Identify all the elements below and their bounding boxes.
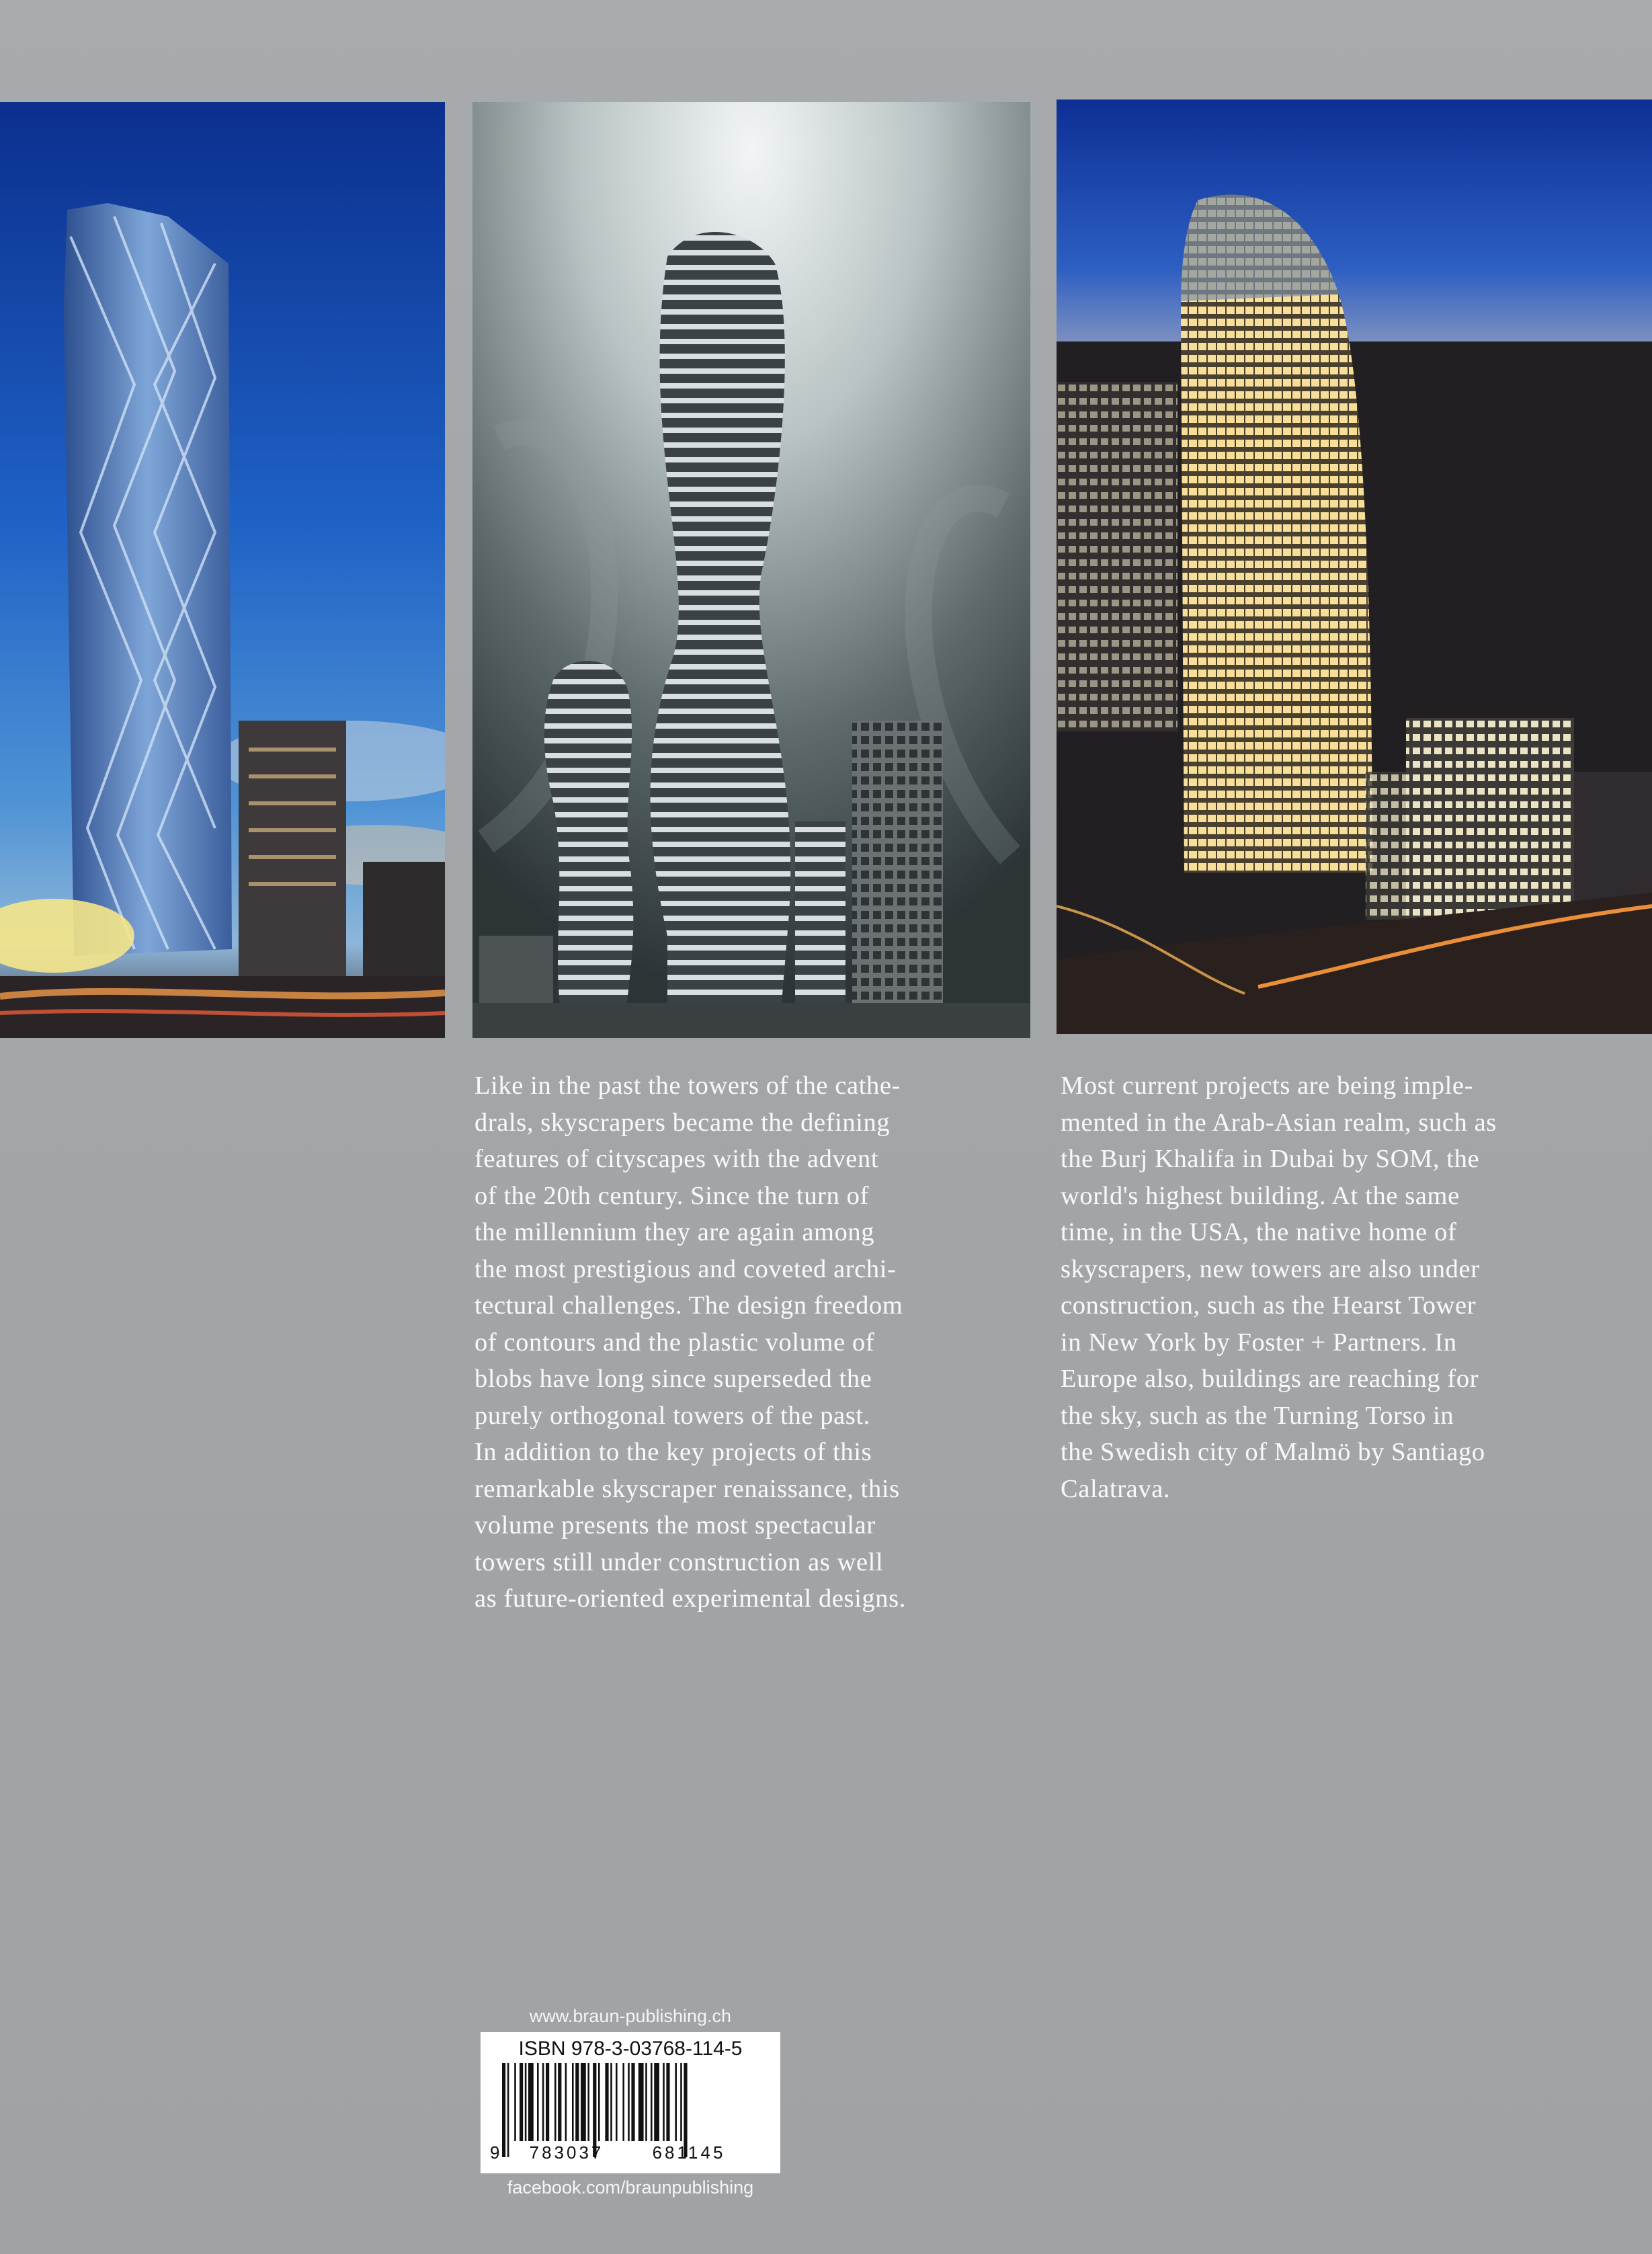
barcode-bar	[663, 2063, 665, 2141]
blurb-right-line: in New York by Foster + Partners. In	[1061, 1328, 1457, 1357]
barcode-bar	[537, 2063, 539, 2141]
barcode-bar	[575, 2063, 579, 2141]
isbn-barcode-card	[481, 2032, 780, 2173]
blurb-left-line: as future-oriented experimental designs.	[474, 1584, 906, 1613]
barcode-bar	[546, 2063, 549, 2141]
lit-office-tower-image	[1057, 99, 1652, 1034]
blurb-left-line: blobs have long since superseded the	[474, 1365, 872, 1393]
barcode-lead-digit: 9	[490, 2142, 500, 2163]
blurb-left-line: volume presents the most spectacular	[474, 1511, 876, 1539]
barcode-bar	[572, 2063, 574, 2141]
barcode-bar	[507, 2063, 509, 2157]
barcode-left-digits: 783037	[529, 2142, 604, 2163]
barcode-bar	[645, 2063, 647, 2141]
blurb-right-line: the sky, such as the Turning Torso in	[1061, 1401, 1454, 1430]
isbn-number: ISBN 978-3-03768-114-5	[518, 2038, 743, 2060]
blurb-left-line: of the 20th century. Since the turn of	[474, 1181, 869, 1210]
barcode-bar	[565, 2063, 567, 2141]
blurb-right-line: the Burj Khalifa in Dubai by SOM, the	[1061, 1145, 1480, 1173]
blurb-right-line: construction, such as the Hearst Tower	[1061, 1291, 1477, 1320]
twisted-tower-image	[0, 102, 445, 1038]
curved-towers-image	[472, 102, 1030, 1038]
blurb-right-line: time, in the USA, the native home of	[1061, 1218, 1457, 1246]
blurb-left-line: remarkable skyscraper renaissance, this	[474, 1474, 900, 1503]
barcode-bar	[528, 2063, 534, 2141]
barcode-bar	[514, 2063, 516, 2141]
barcode-bar	[638, 2063, 644, 2141]
blurb-right-line: skyscrapers, new towers are also under	[1061, 1254, 1480, 1283]
blurb-right-line: Europe also, buildings are reaching for	[1061, 1365, 1479, 1393]
barcode-bar	[610, 2063, 612, 2141]
publisher-website: www.braun-publishing.ch	[529, 2006, 732, 2026]
barcode-bar	[587, 2063, 589, 2141]
blurb-left-line: towers still under construction as well	[474, 1547, 884, 1576]
blurb-left-line: drals, skyscrapers became the defining	[474, 1108, 891, 1137]
blurb-right-line: mented in the Arab-Asian realm, such as	[1061, 1108, 1497, 1137]
barcode-bar	[622, 2063, 624, 2141]
barcode-bar	[605, 2063, 608, 2141]
blurb-right-line: world's highest building. At the same	[1061, 1181, 1460, 1210]
barcode-bar	[520, 2063, 523, 2141]
barcode-bar	[598, 2063, 600, 2141]
barcode-bar	[675, 2063, 677, 2141]
blurb-right-column	[1061, 1068, 1639, 1507]
blurb-left-line: purely orthogonal towers of the past.	[474, 1401, 870, 1430]
barcode-block	[472, 2006, 788, 2198]
barcode-bar	[666, 2063, 669, 2141]
barcode-bar	[558, 2063, 561, 2141]
photo-curved-towers	[472, 102, 1030, 1038]
barcode-right-digits: 681145	[652, 2142, 726, 2163]
blurb-left-line: Like in the past the towers of the cathe-	[474, 1072, 901, 1100]
photo-lit-office-tower	[1057, 99, 1652, 1034]
blurb-left-line: of contours and the plastic volume of	[474, 1328, 875, 1357]
barcode-bar	[542, 2063, 544, 2141]
blurb-left-line: the millennium they are again among	[474, 1218, 875, 1246]
barcode-bar	[581, 2063, 586, 2141]
blurb-left-line: In addition to the key projects of this	[474, 1438, 872, 1466]
blurb-right-line: the Swedish city of Malmö by Santiago	[1061, 1438, 1485, 1466]
barcode-bar	[680, 2063, 682, 2141]
blurb-right-line: Most current projects are being imple-	[1061, 1072, 1474, 1100]
barcode-bar	[651, 2063, 653, 2141]
blurb-left-line: features of cityscapes with the advent	[474, 1145, 879, 1173]
barcode-bar	[631, 2063, 634, 2141]
barcode-bar	[525, 2063, 527, 2141]
barcode-image	[487, 2062, 774, 2163]
blurb-left-column	[474, 1068, 1042, 1617]
photo-twisted-tower	[0, 102, 445, 1038]
barcode-bar	[628, 2063, 630, 2141]
publisher-facebook: facebook.com/braunpublishing	[507, 2177, 754, 2198]
blurb-left-line: the most prestigious and coveted archi-	[474, 1254, 897, 1283]
barcode-bar	[654, 2063, 659, 2141]
barcode-bar	[616, 2063, 618, 2141]
barcode-bar	[502, 2063, 505, 2157]
barcode-bar	[554, 2063, 556, 2141]
blurb-left-line: tectural challenges. The design freedom	[474, 1291, 903, 1320]
blurb-right-line: Calatrava.	[1061, 1474, 1171, 1503]
